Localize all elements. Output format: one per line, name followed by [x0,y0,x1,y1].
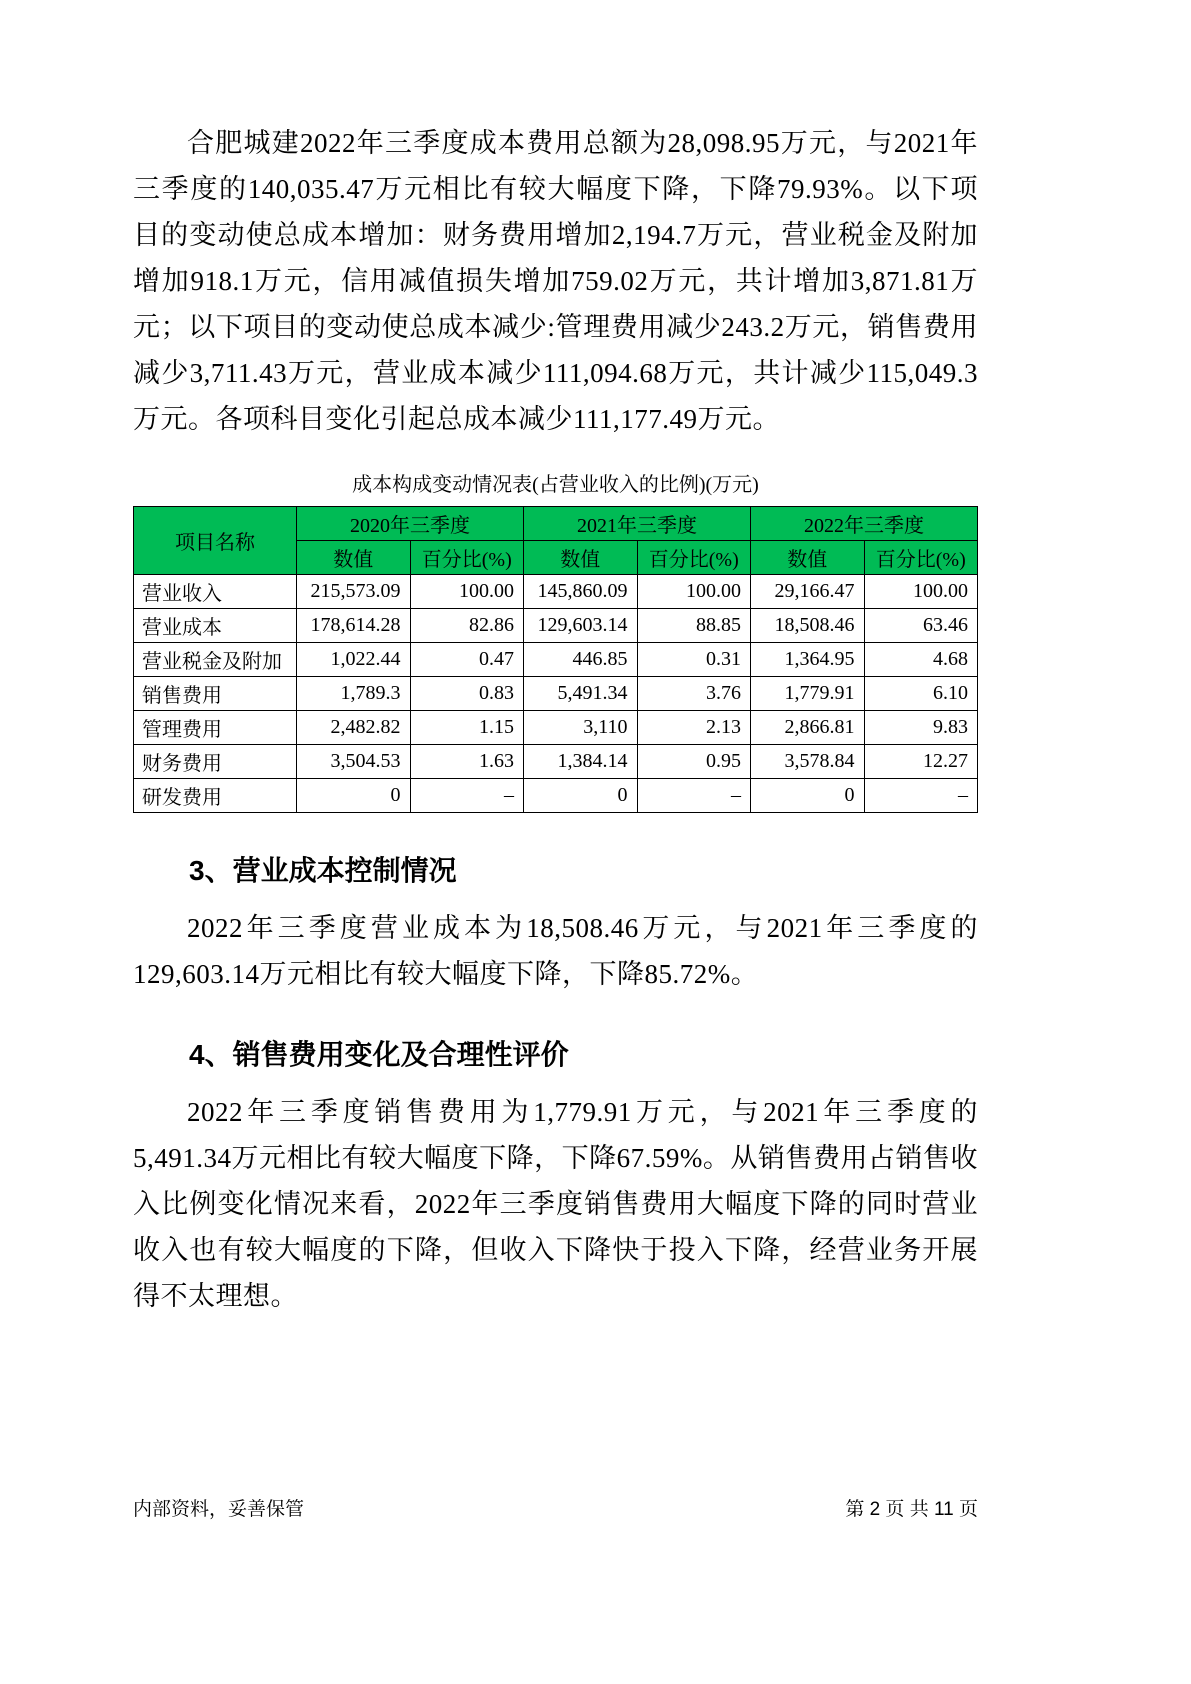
row-value-cell: 0.47 [410,643,524,677]
row-item-name: 管理费用 [134,711,297,745]
cost-composition-table [133,506,978,813]
row-value-cell: 129,603.14 [524,609,638,643]
cost-table-row [134,575,978,609]
row-value-cell: 0 [751,779,865,813]
cost-table-header [134,507,978,575]
row-value-cell: 9.83 [864,711,978,745]
row-value-cell: 100.00 [637,575,751,609]
row-item-name: 营业收入 [134,575,297,609]
cost-table-caption: 成本构成变动情况表(占营业收入的比例)(万元) [352,474,759,496]
cost-table-row [134,609,978,643]
row-item-name: 研发费用 [134,779,297,813]
row-value-cell: 82.86 [410,609,524,643]
cost-table-row [134,711,978,745]
row-value-cell: 0.95 [637,745,751,779]
cost-control-paragraph: 2022年三季度营业成本为18,508.46万元，与2021年三季度的129,603.14万元相比有较大幅度下降，下降85.72%。 [133,913,978,989]
header-period-2020: 2020年三季度 [297,507,524,541]
row-value-cell: 29,166.47 [751,575,865,609]
row-item-name: 营业税金及附加 [134,643,297,677]
header-row-periods [134,507,978,541]
row-value-cell: 0 [524,779,638,813]
row-value-cell: 3,504.53 [297,745,411,779]
header-value-2020: 数值 [297,541,411,575]
header-percent-2020: 百分比(%) [410,541,524,575]
cost-table-body [134,575,978,813]
row-item-name: 销售费用 [134,677,297,711]
row-value-cell: 2.13 [637,711,751,745]
row-value-cell: 3,110 [524,711,638,745]
row-value-cell: – [410,779,524,813]
cost-table-row [134,677,978,711]
row-value-cell: 215,573.09 [297,575,411,609]
header-percent-2022: 百分比(%) [864,541,978,575]
page-footer [133,1494,978,1521]
header-period-2021: 2021年三季度 [524,507,751,541]
row-value-cell: – [637,779,751,813]
page-content [133,0,978,1319]
row-value-cell: 5,491.34 [524,677,638,711]
footer-confidential-note: 内部资料，妥善保管 [133,1499,305,1520]
row-value-cell: 6.10 [864,677,978,711]
row-value-cell: 2,866.81 [751,711,865,745]
row-value-cell: – [864,779,978,813]
section-heading-cost-control: 3、营业成本控制情况 [189,855,457,886]
row-value-cell: 2,482.82 [297,711,411,745]
row-value-cell: 3.76 [637,677,751,711]
row-value-cell: 0 [297,779,411,813]
row-value-cell: 1,779.91 [751,677,865,711]
row-value-cell: 0.83 [410,677,524,711]
row-value-cell: 1,022.44 [297,643,411,677]
row-value-cell: 1,364.95 [751,643,865,677]
row-value-cell: 18,508.46 [751,609,865,643]
row-value-cell: 145,860.09 [524,575,638,609]
row-value-cell: 446.85 [524,643,638,677]
header-value-2022: 数值 [751,541,865,575]
row-value-cell: 1,789.3 [297,677,411,711]
footer-page-number: 第 2 页 共 11 页 [845,1499,978,1520]
cost-table-row [134,643,978,677]
header-percent-2021: 百分比(%) [637,541,751,575]
cost-table-row [134,779,978,813]
row-value-cell: 1,384.14 [524,745,638,779]
row-value-cell: 4.68 [864,643,978,677]
section-heading-selling-expense: 4、销售费用变化及合理性评价 [189,1039,569,1070]
cost-summary-paragraph: 合肥城建2022年三季度成本费用总额为28,098.95万元，与2021年三季度的140,035.47万元相比有较大幅度下降，下降79.93%。以下项目的变动使总成本增加：财务费用增加2,194.7万元，营业税金及附加增加918.1万元，信用减值损失增加759.02万元，共计增加3,871.81万元；以下项目的变动使总成本减少:管理费用减少243.2万元，销售费用减少3,711.43万元，营业成本减少111,094.68万元，共计减少115,049.3万元。各项科目变化引起总成本减少111,177.49万元。 [133,128,978,434]
row-value-cell: 1.63 [410,745,524,779]
row-value-cell: 1.15 [410,711,524,745]
row-value-cell: 0.31 [637,643,751,677]
row-value-cell: 63.46 [864,609,978,643]
row-value-cell: 12.27 [864,745,978,779]
row-value-cell: 100.00 [864,575,978,609]
header-value-2021: 数值 [524,541,638,575]
selling-expense-paragraph: 2022年三季度销售费用为1,779.91万元，与2021年三季度的5,491.34万元相比有较大幅度下降，下降67.59%。从销售费用占销售收入比例变化情况来看，2022年三季度销售费用大幅度下降的同时营业收入也有较大幅度的下降，但收入下降快于投入下降，经营业务开展得不太理想。 [133,1097,978,1311]
row-value-cell: 100.00 [410,575,524,609]
row-item-name: 营业成本 [134,609,297,643]
cost-table-row [134,745,978,779]
row-value-cell: 88.85 [637,609,751,643]
header-item-name: 项目名称 [134,507,297,575]
row-item-name: 财务费用 [134,745,297,779]
row-value-cell: 178,614.28 [297,609,411,643]
row-value-cell: 3,578.84 [751,745,865,779]
header-period-2022: 2022年三季度 [751,507,978,541]
